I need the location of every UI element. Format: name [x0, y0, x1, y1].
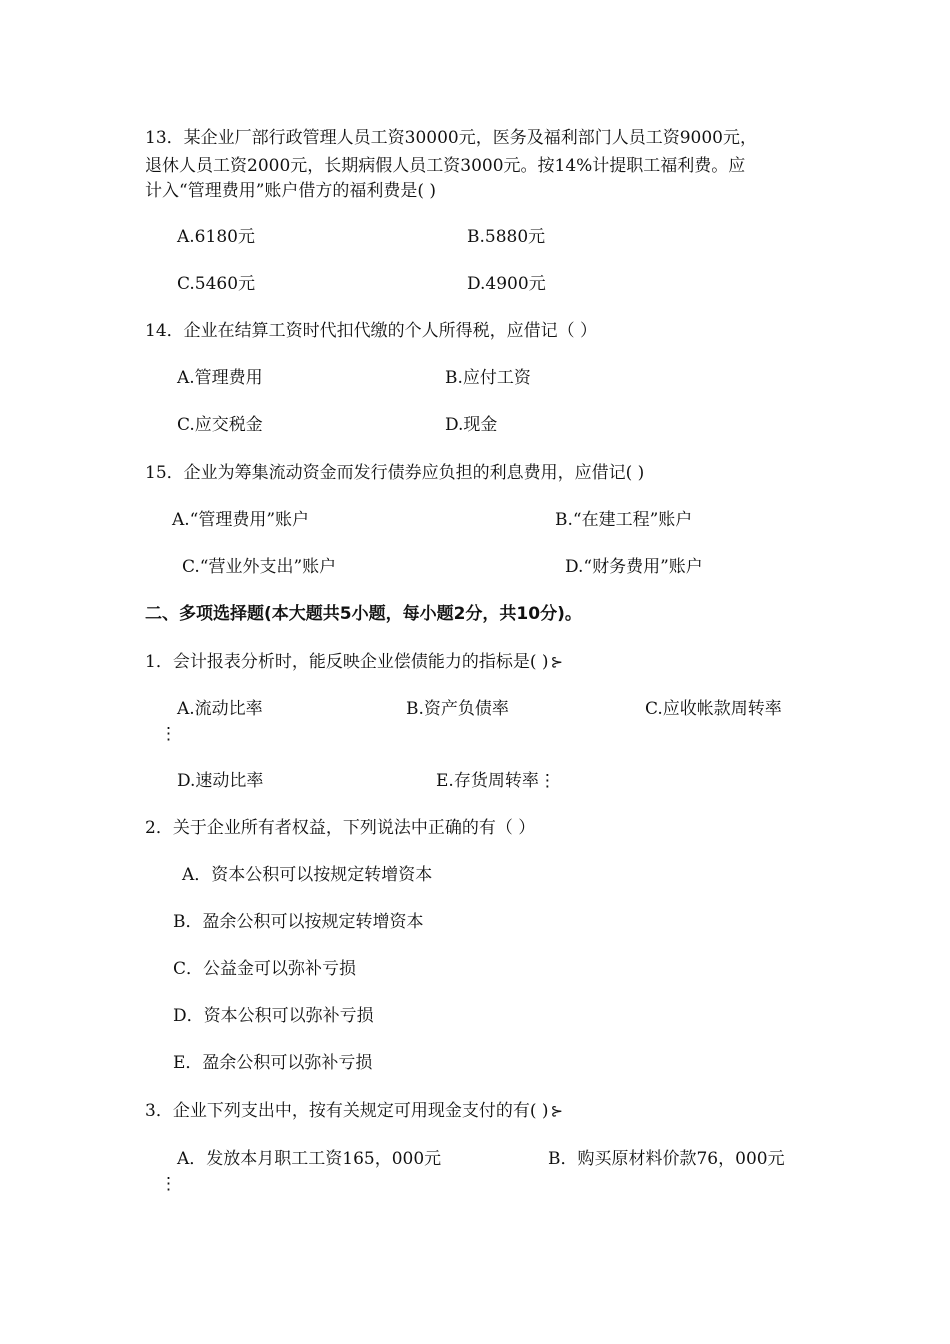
m2-option-d: D．资本公积可以弥补亏损	[173, 1006, 374, 1026]
m2-option-c: C．公益金可以弥补亏损	[173, 959, 357, 979]
m2-option-a: A．资本公积可以按规定转增资本	[182, 865, 433, 885]
m2-stem: 2．关于企业所有者权益，下列说法中正确的有（ ）	[145, 818, 536, 838]
m3-option-a: A．发放本月职工工资165，000元	[177, 1149, 442, 1169]
q14-stem: 14．企业在结算工资时代扣代缴的个人所得税，应借记（ ）	[145, 321, 598, 341]
q14-option-d: D.现金	[445, 415, 498, 435]
q13-stem-line-1: 13．某企业厂部行政管理人员工资30000元，医务及福利部门人员工资9000元，	[145, 128, 757, 148]
m1-option-c: C.应收帐款周转率	[645, 699, 782, 719]
m1-ellipsis: ⋮	[160, 724, 177, 744]
q13-option-c: C.5460元	[177, 274, 256, 294]
m1-stem: 1．会计报表分析时，能反映企业偿债能力的指标是( )	[145, 652, 549, 672]
q14-option-a: A.管理费用	[177, 368, 263, 388]
q15-option-c: C.“营业外支出”账户	[182, 557, 337, 577]
q13-option-b: B.5880元	[467, 227, 546, 247]
m3-stem-row	[145, 1100, 563, 1122]
m3-ellipsis: ⋮	[160, 1174, 177, 1194]
q13-stem-line-3: 计入“管理费用”账户借方的福利费是( )	[145, 181, 437, 201]
q15-stem: 15．企业为筹集流动资金而发行债券应负担的利息费用，应借记( )	[145, 463, 645, 483]
m1-mark-icon: ⊱	[550, 653, 564, 671]
q15-option-d: D.“财务费用”账户	[565, 557, 703, 577]
m2-option-e: E．盈余公积可以弥补亏损	[173, 1053, 373, 1073]
q14-option-c: C.应交税金	[177, 415, 263, 435]
m3-mark-icon: ⊱	[550, 1102, 564, 1120]
q13-option-d: D.4900元	[467, 274, 546, 294]
m1-stem-row	[145, 651, 563, 673]
q15-option-b: B.“在建工程”账户	[555, 510, 693, 530]
m1-option-e: E.存货周转率⋮	[436, 771, 556, 791]
m1-option-b: B.资产负债率	[406, 699, 509, 719]
m2-option-b: B．盈余公积可以按规定转增资本	[173, 912, 424, 932]
m1-option-a: A.流动比率	[177, 699, 263, 719]
q14-option-b: B.应付工资	[445, 368, 531, 388]
m3-stem: 3．企业下列支出中，按有关规定可用现金支付的有( )	[145, 1101, 549, 1121]
q15-option-a: A.“管理费用”账户	[172, 510, 310, 530]
q13-stem-line-2: 退休人员工资2000元，长期病假人员工资3000元。按14%计提职工福利费。应	[145, 156, 746, 176]
section-heading: 二、多项选择题(本大题共5小题，每小题2分，共10分)。	[145, 604, 582, 624]
m1-option-d: D.速动比率	[177, 771, 264, 791]
m3-option-b: B．购买原材料价款76，000元	[548, 1149, 785, 1169]
q13-option-a: A.6180元	[177, 227, 255, 247]
